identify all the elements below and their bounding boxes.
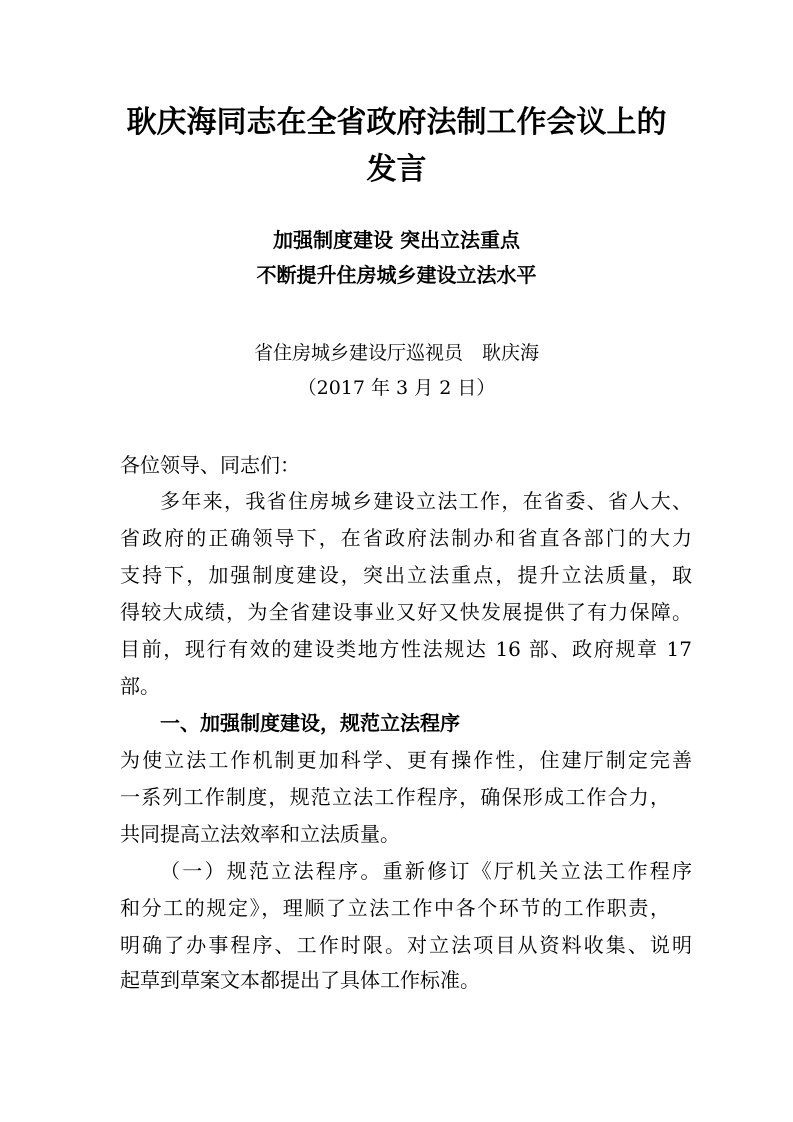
paragraph-line: 和分工的规定》，理顺了立法工作中各个环节的工作职责，: [120, 896, 670, 920]
paragraph-line: 部。: [120, 674, 160, 698]
section-heading: 一、加强制度建设，规范立法程序: [160, 711, 460, 735]
paragraph-line: 一系列工作制度，规范立法工作程序，确保形成工作合力，: [120, 785, 670, 809]
salutation: 各位领导、同志们：: [120, 453, 300, 477]
paragraph-line: （一）规范立法程序。重新修订《厅机关立法工作程序: [160, 859, 692, 883]
paragraph-line: 共同提高立法效率和立法质量。: [120, 822, 400, 846]
paragraph-line: 省政府的正确领导下，在省政府法制办和省直各部门的大力: [120, 526, 692, 550]
subtitle-line-1: 加强制度建设 突出立法重点: [273, 228, 520, 252]
date-line: （2017 年 3 月 2 日）: [297, 377, 496, 399]
subtitle-line-2: 不断提升住房城乡建设立法水平: [256, 263, 537, 287]
author-line: 省住房城乡建设厅巡视员 耿庆海: [253, 342, 539, 364]
paragraph-line: 目前，现行有效的建设类地方性法规达 16 部、政府规章 17: [120, 637, 692, 661]
document-title-line-1: 耿庆海同志在全省政府法制工作会议上的: [126, 105, 667, 140]
paragraph-line: 明确了办事程序、工作时限。对立法项目从资料收集、说明: [120, 933, 692, 957]
document-title-line-2: 发言: [366, 152, 427, 187]
paragraph-line: 得较大成绩，为全省建设事业又好又快发展提供了有力保障。: [120, 600, 692, 624]
paragraph-line: 起草到草案文本都提出了具体工作标准。: [120, 968, 480, 992]
paragraph-line: 多年来，我省住房城乡建设立法工作，在省委、省人大、: [160, 489, 692, 513]
paragraph-line: 为使立法工作机制更加科学、更有操作性，住建厅制定完善: [120, 748, 692, 772]
paragraph-line: 支持下，加强制度建设，突出立法重点，提升立法质量，取: [120, 563, 692, 587]
